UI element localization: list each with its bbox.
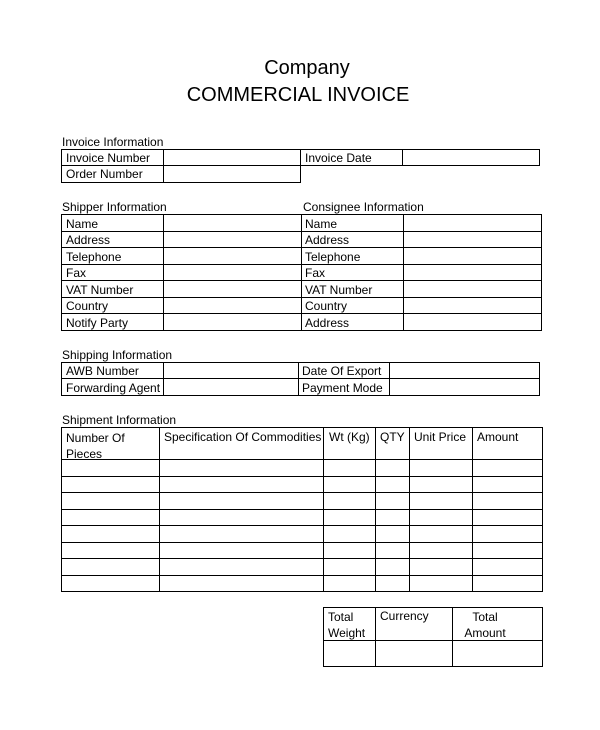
invoice-number-field[interactable] xyxy=(164,150,300,165)
shipper-name-label: Name xyxy=(66,217,99,231)
table-row[interactable] xyxy=(62,493,542,509)
shipper-telephone-field[interactable] xyxy=(164,248,301,264)
col-number-of-pieces: Number Of Pieces xyxy=(66,431,125,461)
table-row[interactable] xyxy=(62,460,542,476)
consignee-fax-field[interactable] xyxy=(404,265,541,280)
total-weight-field[interactable] xyxy=(324,641,375,666)
awb-number-field[interactable] xyxy=(164,363,298,378)
table-row[interactable] xyxy=(62,576,542,591)
total-amount-label: Total Amount xyxy=(464,610,506,640)
consignee-info-heading: Consignee Information xyxy=(303,200,424,214)
col-weight: Wt (Kg) xyxy=(329,430,370,444)
shipper-address-label: Address xyxy=(66,233,111,247)
invoice-date-field[interactable] xyxy=(403,150,539,165)
payment-mode-field[interactable] xyxy=(390,379,539,395)
shipper-country-field[interactable] xyxy=(164,298,301,313)
shipment-info-heading: Shipment Information xyxy=(62,413,177,427)
consignee-telephone-label: Telephone xyxy=(305,250,361,264)
table-row[interactable] xyxy=(62,477,542,492)
awb-number-label: AWB Number xyxy=(66,364,139,378)
forwarding-agent-label: Forwarding Agent xyxy=(66,381,161,395)
consignee-address-label: Address xyxy=(305,233,350,247)
consignee-vat-field[interactable] xyxy=(404,281,541,297)
consignee-name-field[interactable] xyxy=(404,215,541,231)
company-name: Company xyxy=(264,57,350,79)
table-row[interactable] xyxy=(62,510,542,525)
consignee-address2-field[interactable] xyxy=(404,314,541,330)
shipper-vat-label: VAT Number xyxy=(66,283,134,297)
invoice-number-label: Invoice Number xyxy=(66,151,151,165)
shipper-name-field[interactable] xyxy=(164,215,301,231)
shipper-notify-party-field[interactable] xyxy=(164,314,301,330)
currency-label: Currency xyxy=(380,609,429,623)
shipper-fax-field[interactable] xyxy=(164,265,301,280)
consignee-country-label: Country xyxy=(305,299,348,313)
total-amount-field[interactable] xyxy=(453,641,542,666)
order-number-label: Order Number xyxy=(66,167,143,181)
forwarding-agent-field[interactable] xyxy=(164,379,298,395)
currency-field[interactable] xyxy=(376,641,452,666)
consignee-country-field[interactable] xyxy=(404,298,541,313)
date-of-export-label: Date Of Export xyxy=(302,364,382,378)
shipping-info-heading: Shipping Information xyxy=(62,348,173,362)
shipper-info-heading: Shipper Information xyxy=(62,200,167,214)
table-row[interactable] xyxy=(62,559,542,575)
invoice-info-heading: Invoice Information xyxy=(62,135,164,149)
consignee-address-field[interactable] xyxy=(404,232,541,247)
col-unit-price: Unit Price xyxy=(414,430,467,444)
shipper-vat-field[interactable] xyxy=(164,281,301,297)
payment-mode-label: Payment Mode xyxy=(302,381,383,395)
consignee-fax-label: Fax xyxy=(305,266,326,280)
consignee-vat-label: VAT Number xyxy=(305,283,373,297)
col-amount: Amount xyxy=(477,430,519,444)
col-qty: QTY xyxy=(380,430,405,444)
consignee-telephone-field[interactable] xyxy=(404,248,541,264)
order-number-field[interactable] xyxy=(164,166,300,182)
shipper-fax-label: Fax xyxy=(66,266,87,280)
col-specification: Specification Of Commodities xyxy=(164,430,322,444)
table-row[interactable] xyxy=(62,543,542,558)
consignee-address2-label: Address xyxy=(305,316,350,330)
date-of-export-field[interactable] xyxy=(390,363,539,378)
shipper-notify-party-label: Notify Party xyxy=(66,316,129,330)
table-row[interactable] xyxy=(62,526,542,542)
document-title: COMMERCIAL INVOICE xyxy=(186,84,410,106)
consignee-name-label: Name xyxy=(305,217,338,231)
invoice-date-label: Invoice Date xyxy=(305,151,372,165)
shipper-telephone-label: Telephone xyxy=(66,250,122,264)
shipper-address-field[interactable] xyxy=(164,232,301,247)
shipper-country-label: Country xyxy=(66,299,109,313)
total-weight-label: Total Weight xyxy=(328,610,366,640)
